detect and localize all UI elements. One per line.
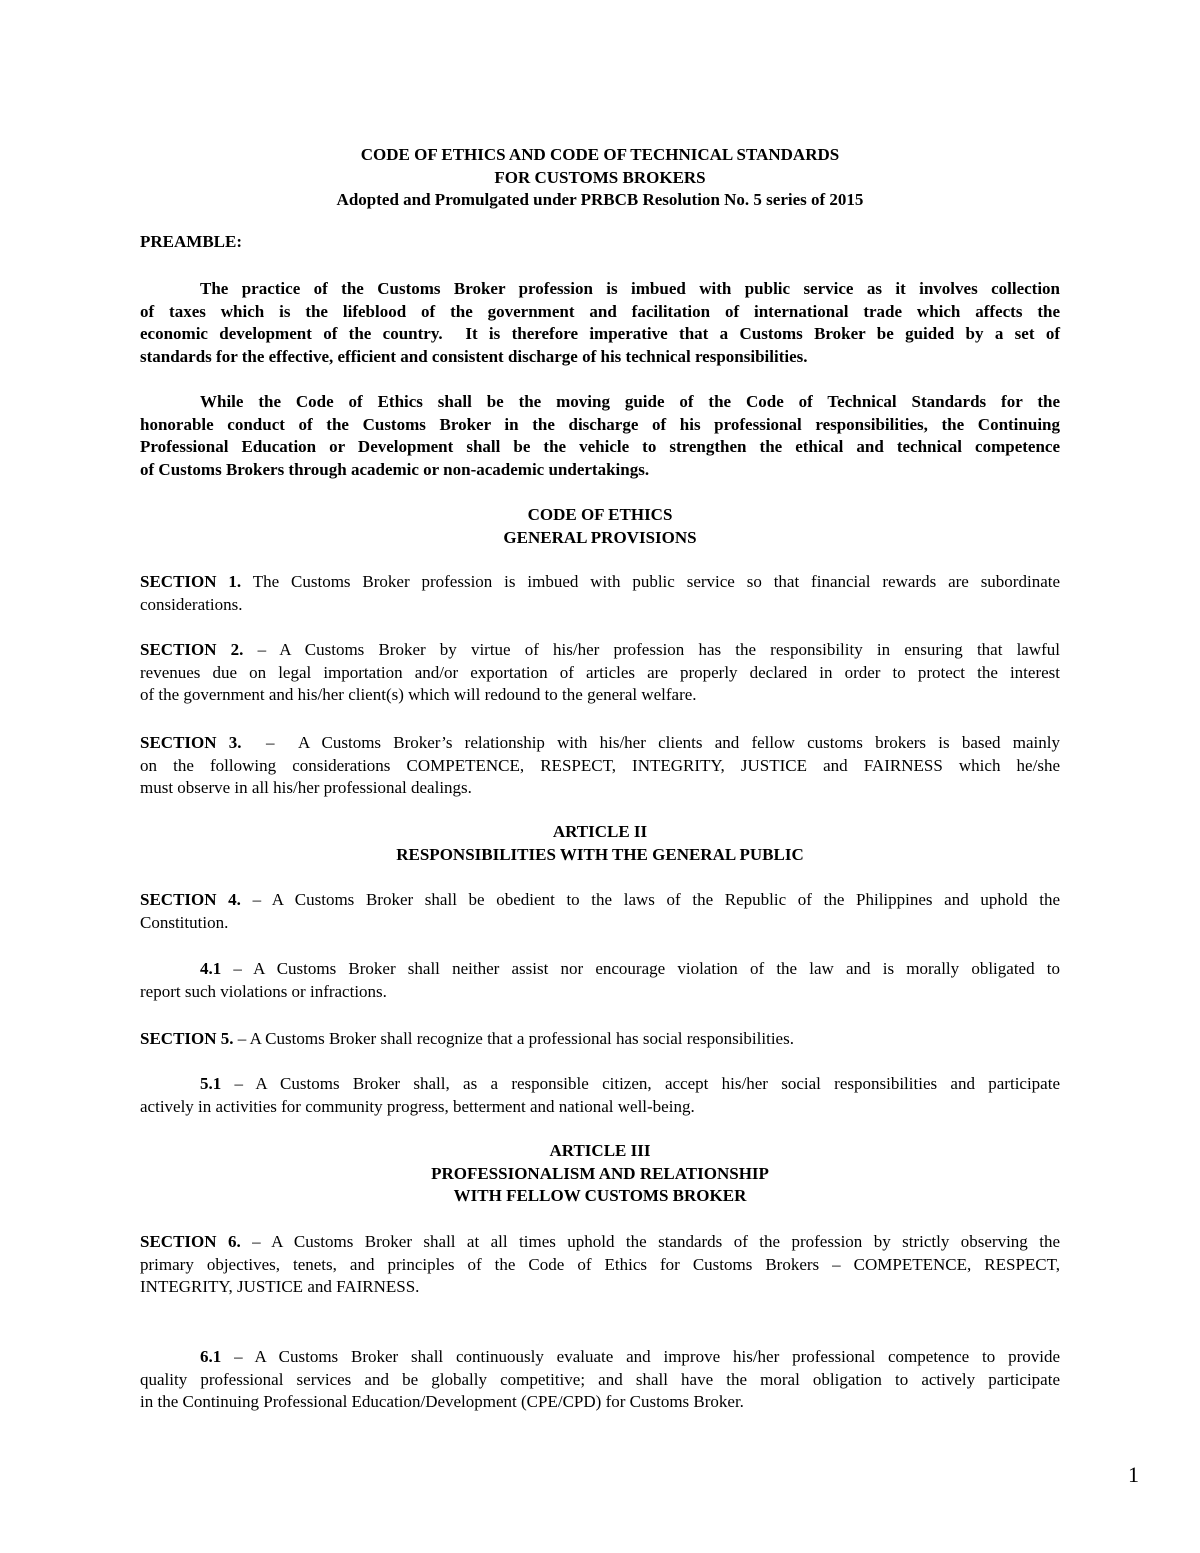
preamble-p2 xyxy=(140,391,1060,481)
line-text: GENERAL PROVISIONS xyxy=(503,527,697,547)
text-line xyxy=(140,639,1060,662)
section-label: 5.1 xyxy=(200,1074,222,1093)
line-text: INTEGRITY, JUSTICE and FAIRNESS. xyxy=(140,1277,420,1297)
text-line xyxy=(140,732,1060,755)
text-line xyxy=(140,912,1060,935)
text-line xyxy=(140,189,1060,212)
line-text: standards for the effective, efficient and consistent discharge of his technical responsibilities. xyxy=(140,346,808,366)
line-text: – A Customs Broker shall, as a responsible citizen, accept his/her social responsibilities and participate xyxy=(221,1074,1060,1093)
text-line xyxy=(140,1254,1060,1277)
line-text: While the Code of Ethics shall be the moving guide of the Code of Technical Standards for the xyxy=(200,392,1060,411)
line-text: – A Customs Broker by virtue of his/her profession has the responsibility in ensuring that lawful xyxy=(243,640,1061,659)
section-label: 4.1 xyxy=(200,959,222,978)
line-text: considerations. xyxy=(140,594,243,614)
section-4-1 xyxy=(140,958,1060,1003)
line-text: of the government and his/her client(s) which will redound to the general welfare. xyxy=(140,685,697,705)
text-line xyxy=(140,889,1060,912)
section-4 xyxy=(140,889,1060,934)
line-text: of taxes which is the lifeblood of the government and facilitation of international trade which affects the xyxy=(140,301,1060,321)
text-line xyxy=(140,301,1060,324)
text-line xyxy=(140,504,1060,527)
line-text: Adopted and Promulgated under PRBCB Resolution No. 5 series of 2015 xyxy=(336,190,864,209)
line-text: Constitution. xyxy=(140,912,229,932)
text-line xyxy=(140,144,1060,167)
preamble-p1 xyxy=(140,278,1060,368)
title xyxy=(140,144,1060,189)
line-text: actively in activities for community progress, betterment and national well-being. xyxy=(140,1096,695,1116)
line-text: of Customs Brokers through academic or non-academic undertakings. xyxy=(140,459,650,479)
text-line xyxy=(140,821,1060,844)
section-6 xyxy=(140,1231,1060,1299)
section-3 xyxy=(140,732,1060,800)
text-line xyxy=(140,231,1060,254)
text-line xyxy=(140,436,1060,459)
text-line xyxy=(140,527,1060,550)
text-line xyxy=(140,391,1060,414)
line-text: – A Customs Broker shall continuously evaluate and improve his/her professional competence to provide xyxy=(221,1347,1060,1366)
line-text: ARTICLE III xyxy=(549,1141,651,1160)
text-line xyxy=(140,571,1060,594)
section-2 xyxy=(140,639,1060,707)
subtitle xyxy=(140,189,1060,212)
text-line xyxy=(140,662,1060,685)
line-text: report such violations or infractions. xyxy=(140,981,387,1001)
text-line xyxy=(140,844,1060,867)
section-label: SECTION 3. xyxy=(140,733,242,752)
section-1 xyxy=(140,571,1060,616)
text-line xyxy=(140,1096,1060,1119)
section-6-1 xyxy=(140,1346,1060,1414)
line-text: honorable conduct of the Customs Broker in the discharge of his professional responsibilities, the Continuing xyxy=(140,414,1060,434)
text-line xyxy=(140,594,1060,617)
text-line xyxy=(140,1231,1060,1254)
text-line xyxy=(140,167,1060,190)
section-label: SECTION 2. xyxy=(140,640,244,659)
section-label: SECTION 1. xyxy=(140,572,242,591)
page-number: 1 xyxy=(1128,1462,1139,1487)
line-text: must observe in all his/her professional dealings. xyxy=(140,778,472,798)
line-text: CODE OF ETHICS xyxy=(527,505,673,524)
line-text: The Customs Broker profession is imbued with public service so that financial rewards are subordinate xyxy=(241,572,1061,591)
code-of-ethics-heading xyxy=(140,504,1060,549)
section-label: SECTION 4. xyxy=(140,890,241,909)
text-line xyxy=(140,414,1060,437)
line-text: – A Customs Broker’s relationship with his/her clients and fellow customs brokers is based mainly xyxy=(241,733,1060,752)
line-text: CODE OF ETHICS AND CODE OF TECHNICAL STANDARDS xyxy=(360,145,840,164)
line-text: revenues due on legal importation and/or exportation of articles are properly declared in order to protect the interest xyxy=(140,662,1060,682)
text-line xyxy=(140,684,1060,707)
text-line xyxy=(140,981,1060,1004)
text-line xyxy=(140,1028,1060,1051)
text-line xyxy=(140,1276,1060,1299)
line-text: RESPONSIBILITIES WITH THE GENERAL PUBLIC xyxy=(396,844,804,864)
line-text: quality professional services and be globally competitive; and shall have the moral obligation to actively participate xyxy=(140,1369,1060,1389)
line-text: – A Customs Broker shall be obedient to the laws of the Republic of the Philippines and uphold the xyxy=(240,890,1061,909)
line-text: on the following considerations COMPETENCE, RESPECT, INTEGRITY, JUSTICE and FAIRNESS which he/she xyxy=(140,755,1060,775)
section-5 xyxy=(140,1028,1060,1051)
text-line xyxy=(140,1073,1060,1096)
text-line xyxy=(140,323,1060,346)
line-text: ARTICLE II xyxy=(552,822,648,841)
text-line xyxy=(140,1185,1060,1208)
line-text: PREAMBLE: xyxy=(140,232,242,251)
preamble-heading xyxy=(140,231,1060,254)
line-text: PROFESSIONALISM AND RELATIONSHIP xyxy=(431,1163,769,1183)
text-line xyxy=(140,1391,1060,1414)
line-text: FOR CUSTOMS BROKERS xyxy=(494,167,706,187)
text-line xyxy=(140,1163,1060,1186)
line-text: – A Customs Broker shall at all times uphold the standards of the profession by strictly observing the xyxy=(240,1232,1060,1251)
line-text: in the Continuing Professional Education/Development (CPE/CPD) for Customs Broker. xyxy=(140,1392,744,1412)
section-label: 6.1 xyxy=(200,1347,222,1366)
text-line xyxy=(140,278,1060,301)
line-text: The practice of the Customs Broker profession is imbued with public service as it involves collection xyxy=(200,279,1060,298)
line-text: WITH FELLOW CUSTOMS BROKER xyxy=(453,1186,747,1206)
section-label: SECTION 5. xyxy=(140,1029,234,1048)
line-text: – A Customs Broker shall recognize that a professional has social responsibilities. xyxy=(233,1029,794,1048)
line-text: primary objectives, tenets, and principles of the Code of Ethics for Customs Brokers – COMPETENCE, RESPECT, xyxy=(140,1254,1060,1274)
text-line xyxy=(140,958,1060,981)
text-line xyxy=(140,459,1060,482)
text-line xyxy=(140,1346,1060,1369)
article-3-heading xyxy=(140,1140,1060,1208)
section-5-1 xyxy=(140,1073,1060,1118)
article-2-heading xyxy=(140,821,1060,866)
text-line xyxy=(140,777,1060,800)
text-line xyxy=(140,1140,1060,1163)
text-line xyxy=(140,1369,1060,1392)
line-text: economic development of the country. It is therefore imperative that a Customs Broker be guided by a set of xyxy=(140,324,1060,344)
text-line xyxy=(140,346,1060,369)
line-text: – A Customs Broker shall neither assist nor encourage violation of the law and is morally obligated to xyxy=(221,959,1060,978)
section-label: SECTION 6. xyxy=(140,1232,241,1251)
line-text: Professional Education or Development shall be the vehicle to strengthen the ethical and technical competence xyxy=(140,437,1060,457)
text-line xyxy=(140,755,1060,778)
